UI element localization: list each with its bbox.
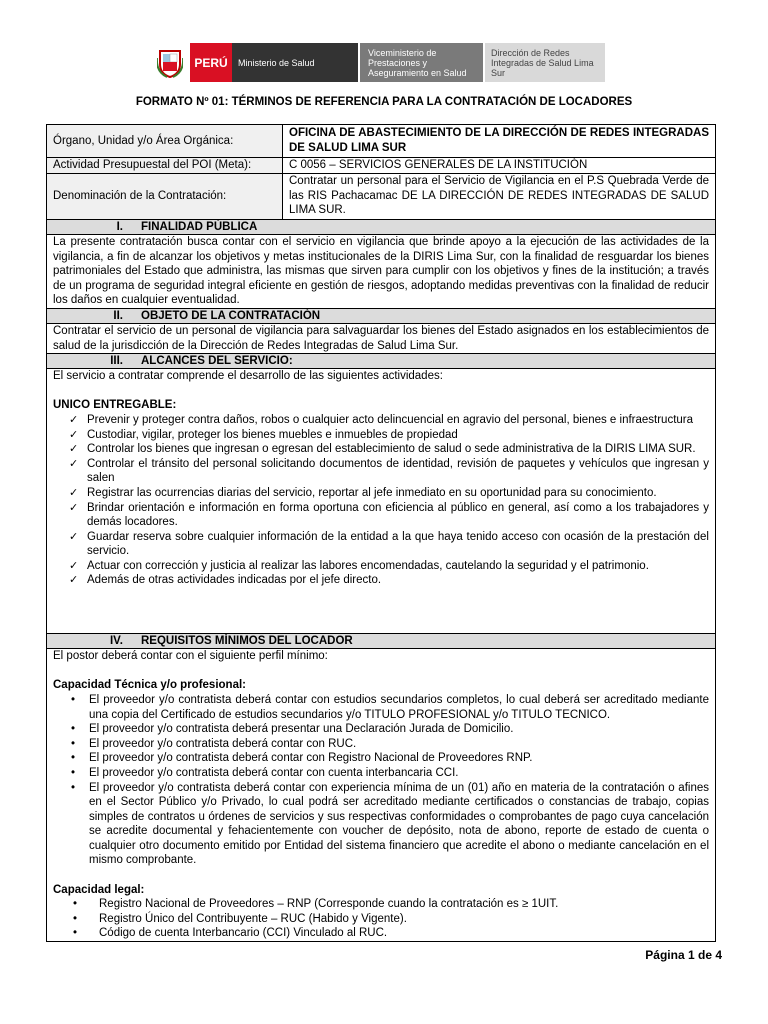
list-item: • Registro Nacional de Proveedores – RNP (Corresponde cuando la contratación es ≥ 1UIT. — [73, 898, 559, 911]
bullet-icon: • — [73, 912, 78, 925]
organo-value: OFICINA DE ABASTECIMIENTO DE LA DIRECCIÓN DE REDES INTEGRADAS DE SALUD LIMA SUR — [289, 127, 709, 154]
section-1-header — [47, 220, 715, 235]
denominacion-label: Denominación de la Contratación: — [47, 174, 283, 219]
bullet-icon: • — [71, 723, 76, 736]
list-item: ✓ Actuar con corrección y justicia al realizar las labores encomendadas, cautelando la seguridad y el patrimonio. — [69, 559, 649, 572]
organo-label: Órgano, Unidad y/o Área Orgánica: — [47, 125, 283, 157]
section-4-subhead-legal: Capacidad legal: — [53, 883, 145, 896]
actividad-row — [47, 158, 715, 174]
check-icon: ✓ — [69, 574, 79, 587]
check-icon: ✓ — [69, 559, 79, 572]
check-icon: ✓ — [69, 428, 79, 441]
list-item: • El proveedor y/o contratista deberá contar con Registro Nacional de Proveedores RNP. — [71, 752, 533, 765]
list-item: • El proveedor y/o contratista deberá contar con estudios secundarios completos, lo cual deberá ser acreditado mediante una copia del Certificado de estudios secundarios y/o TITULO PROFESIONAL y/o TITULO TECNICO. — [71, 693, 709, 721]
check-icon: ✓ — [69, 530, 79, 543]
section-4-body — [47, 649, 715, 941]
list-item: ✓ Controlar los bienes que ingresan o egresan del establecimiento de salud o sede administrativa de la DIRIS LIMA SUR. — [69, 443, 696, 456]
list-item: ✓ Brindar orientación e información en forma oportuna con eficiencia al público en general, así como a los trabajadores y demás locadores. — [69, 501, 709, 529]
list-item: • Código de cuenta Interbancario (CCI) Vinculado al RUC. — [73, 927, 388, 940]
section-3-subhead: UNICO ENTREGABLE: — [53, 399, 177, 412]
viceministry-label: Viceministerio de Prestaciones y Aseguramiento en Salud — [360, 43, 483, 82]
list-item: • El proveedor y/o contratista deberá contar con RUC. — [71, 737, 357, 750]
list-item: • El proveedor y/o contratista deberá contar con experiencia mínima de un (01) año en materia de la contratación o afines en el Sector Público y/o Privado, lo cual podrá ser acreditado mediante certificados o constancias de trabajo, copias simples de contratos u órdenes de servicios y sus respectivas conformidades o comprobantes de pago cuya cancelación se acredite documental y fehacientemente con voucher de depósito, nota de abono, reporte de estado de cuenta o cualquier otro documento emitido por Entidad del sistema financiero que acredite el abono o mediante cancelación en el mismo comprobante. — [71, 781, 709, 867]
check-icon: ✓ — [69, 486, 79, 499]
list-item: ✓ Guardar reserva sobre cualquier información de la entidad a la que haya tenido acceso con ocasión de la prestación del servicio. — [69, 530, 709, 558]
list-item: ✓ Controlar el tránsito del personal solicitando documentos de identidad, revisión de paquetes y vehículos que ingresan y salen — [69, 457, 709, 485]
section-3-number: III. — [110, 355, 123, 368]
ministry-logo: Ministerio de Salud — [232, 43, 358, 82]
bullet-icon: • — [71, 693, 76, 706]
bullet-icon: • — [73, 898, 78, 911]
document-title: FORMATO Nº 01: TÉRMINOS DE REFERENCIA PARA LA CONTRATACIÓN DE LOCADORES — [135, 96, 633, 108]
section-2-number: II. — [113, 309, 123, 322]
list-item: • El proveedor y/o contratista deberá contar con cuenta interbancaria CCI. — [71, 766, 459, 779]
denominacion-row — [47, 174, 715, 220]
check-icon: ✓ — [69, 501, 79, 514]
actividad-label: Actividad Presupuestal del POI (Meta): — [47, 158, 283, 173]
section-2-body: Contratar el servicio de un personal de vigilancia para salvaguardar los bienes del Estado asignados en los establecimientos de salud de la jurisdicción de la Dirección de Redes Integradas de Salud Lima Sur. — [47, 324, 715, 354]
check-icon: ✓ — [69, 457, 79, 470]
list-item: ✓ Además de otras actividades indicadas por el jefe directo. — [69, 574, 382, 587]
denominacion-value: Contratar un personal para el Servicio de Vigilancia en el P.S Quebrada Verde de las RIS Pachacamac DE LA DIRECCIÓN DE REDES INTEGRADAS DE SALUD LIMA SUR. — [289, 175, 709, 217]
section-3-header — [47, 354, 715, 369]
section-1-number: I. — [116, 221, 123, 233]
bullet-icon: • — [71, 766, 76, 779]
section-3-title: ALCANCES DEL SERVICIO: — [141, 355, 293, 368]
bullet-icon: • — [71, 752, 76, 765]
list-item: • El proveedor y/o contratista deberá presentar una Declaración Jurada de Domicilio. — [71, 723, 514, 736]
bullet-icon: • — [71, 737, 76, 750]
section-4-subhead-technical: Capacidad Técnica y/o profesional: — [53, 679, 246, 692]
section-4-title: REQUISITOS MÍNIMOS DEL LOCADOR — [141, 635, 353, 648]
list-item: ✓ Custodiar, vigilar, proteger los bienes muebles e inmuebles de propiedad — [69, 428, 458, 441]
section-4-intro: El postor deberá contar con el siguiente perfil mínimo: — [53, 650, 328, 663]
bullet-icon: • — [71, 781, 76, 794]
list-item: • Registro Único del Contribuyente – RUC (Habido y Vigente). — [73, 912, 407, 925]
diris-label: Dirección de Redes Integradas de Salud Lima Sur — [485, 43, 605, 82]
check-icon: ✓ — [69, 413, 79, 426]
header-logos — [150, 43, 605, 82]
section-2-header — [47, 309, 715, 324]
organo-row — [47, 125, 715, 158]
peru-logo: PERÚ — [190, 43, 232, 82]
section-1-body: La presente contratación busca contar con el servicio en vigilancia que brinde apoyo a la ejecución de las actividades de la vigilancia, a fin de alcanzar los objetivos y metas institucionales de la DIRIS Lima Sur, con la finalidad de resguardar los bienes patrimoniales del Estado que administra, las mismas que sirven para cumplir con los objetivos y fines de la institución; a través de un programa de seguridad integral eficiente en gestión de riesgos, adoptando medidas preventivas con la finalidad de reducir los daños en cualquier eventualidad. — [47, 235, 715, 309]
actividad-value: C 0056 – SERVICIOS GENERALES DE LA INSTITUCIÓN — [289, 159, 588, 171]
section-3-intro: El servicio a contratar comprende el desarrollo de las siguientes actividades: — [53, 370, 443, 383]
list-item: ✓ Registrar las ocurrencias diarias del servicio, reportar al jefe inmediato en su oportunidad para su conocimiento. — [69, 486, 657, 499]
coat-of-arms-icon — [150, 43, 190, 82]
section-2-title: OBJETO DE LA CONTRATACIÓN — [141, 309, 321, 322]
page-number: Página 1 de 4 — [645, 948, 722, 962]
terms-table — [46, 124, 716, 942]
list-item: ✓ Prevenir y proteger contra daños, robos o cualquier acto delincuencial en agravio del personal, bienes e infraestructura — [69, 413, 694, 426]
section-3-body — [47, 369, 715, 634]
section-4-header — [47, 634, 715, 649]
section-1-title: FINALIDAD PÚBLICA — [141, 221, 258, 233]
section-4-number: IV. — [109, 635, 123, 648]
bullet-icon: • — [73, 927, 78, 940]
check-icon: ✓ — [69, 443, 79, 456]
